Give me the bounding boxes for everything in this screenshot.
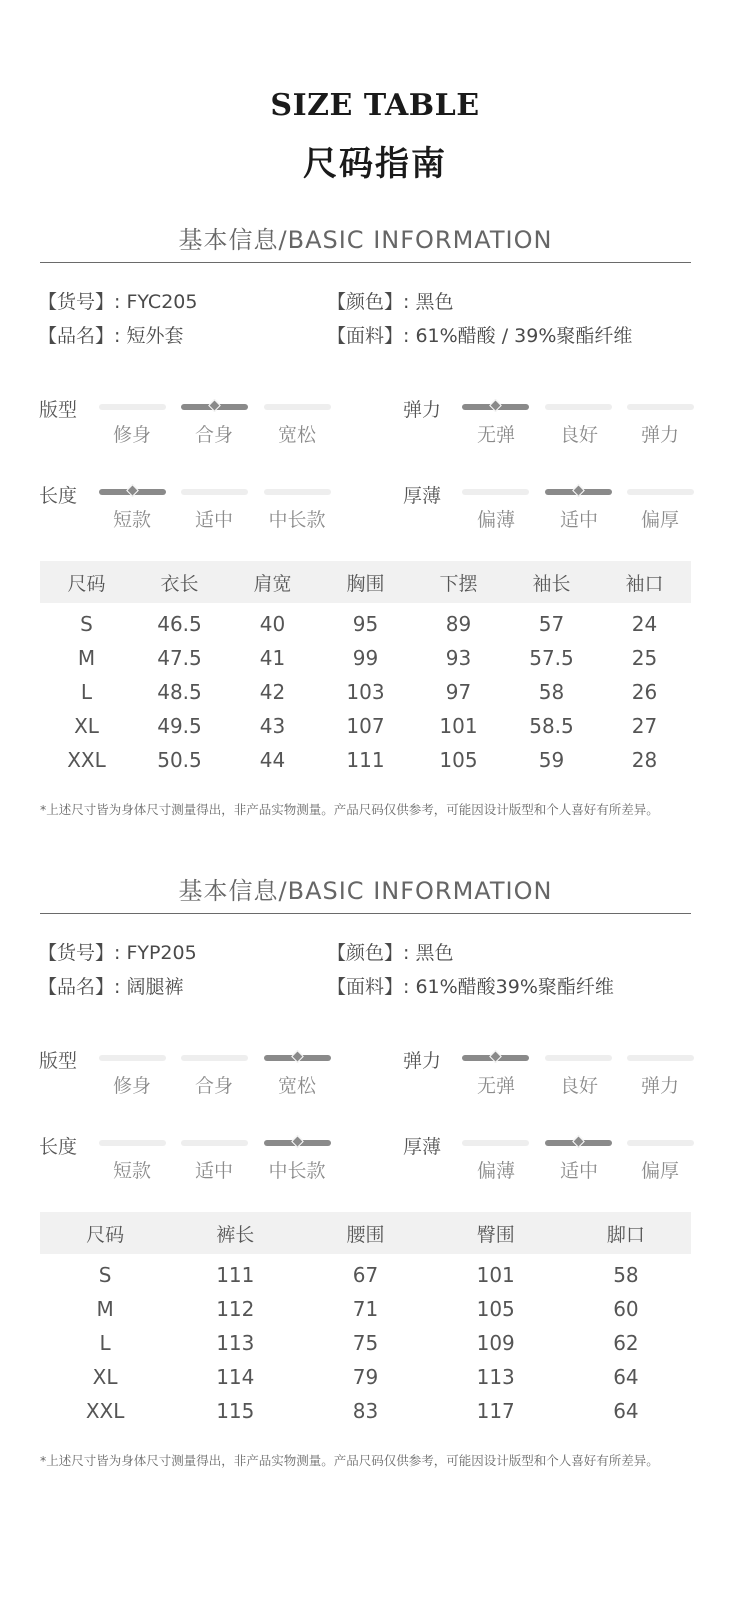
section-title: 基本信息/BASIC INFORMATION xyxy=(178,877,553,905)
scale-pill-3 xyxy=(627,1140,694,1146)
scale-option: 短款 xyxy=(112,1160,151,1182)
scale-option: 适中 xyxy=(194,509,233,531)
column-header: 袖口 xyxy=(625,572,664,595)
table-cell: 83 xyxy=(352,1399,379,1423)
table-cell: 58 xyxy=(613,1263,639,1287)
table-cell: 57 xyxy=(538,612,565,636)
table-row xyxy=(40,675,691,709)
table-cell: 26 xyxy=(631,680,658,704)
item-fabric: 【面料】: 61%醋酸 / 39%聚酯纤维 xyxy=(327,325,633,347)
table-header xyxy=(40,561,691,603)
table-cell: 93 xyxy=(445,646,472,670)
scale-label: 厚薄 xyxy=(403,485,442,507)
scale-option: 合身 xyxy=(194,1075,233,1097)
column-header: 下摆 xyxy=(439,572,478,595)
table-body xyxy=(40,1258,691,1428)
table-cell: 42 xyxy=(259,680,286,704)
scale-pill-1-selected xyxy=(462,1055,529,1061)
size-disclaimer: *上述尺寸皆为身体尺寸测量得出，非产品实物测量。产品尺码仅供参考，可能因设计版型和个人喜好有所差异。 xyxy=(40,1453,659,1468)
scale-option: 修身 xyxy=(112,424,151,446)
table-cell: L xyxy=(80,680,93,704)
scale-pill-3-selected xyxy=(264,1055,331,1061)
scale-label: 弹力 xyxy=(403,399,442,421)
table-cell: 95 xyxy=(352,612,379,636)
scale-pill-3 xyxy=(264,404,331,410)
table-cell: 105 xyxy=(476,1297,515,1321)
size-table xyxy=(40,561,691,777)
item-color: 【颜色】: 黑色 xyxy=(327,942,454,964)
table-cell: 58 xyxy=(538,680,565,704)
table-cell: 97 xyxy=(445,680,472,704)
table-row xyxy=(40,607,691,641)
table-cell: 64 xyxy=(613,1399,639,1423)
scale-pill-3 xyxy=(627,1055,694,1061)
scale-option: 偏薄 xyxy=(476,509,515,531)
table-cell: 109 xyxy=(476,1331,515,1355)
table-cell: 48.5 xyxy=(157,680,202,704)
table-row xyxy=(40,1292,691,1326)
table-cell: 71 xyxy=(352,1297,379,1321)
page-title-en: SIZE TABLE xyxy=(270,88,480,123)
scale-pill-2 xyxy=(545,404,612,410)
table-cell: 62 xyxy=(613,1331,639,1355)
scale-label: 弹力 xyxy=(403,1050,442,1072)
scale-pill-2-selected xyxy=(545,489,612,495)
scale-option: 良好 xyxy=(559,1075,598,1097)
scale-pill-2 xyxy=(181,1140,248,1146)
section-divider xyxy=(40,262,691,263)
table-cell: S xyxy=(80,612,93,636)
scale-pill-1 xyxy=(99,1140,166,1146)
table-cell: XL xyxy=(74,714,99,738)
scale-pill-1-selected xyxy=(99,489,166,495)
table-cell: 115 xyxy=(216,1399,255,1423)
scale-label: 长度 xyxy=(39,1136,78,1158)
scale-option: 无弹 xyxy=(476,424,515,446)
table-cell: 101 xyxy=(476,1263,515,1287)
scale-pill-1 xyxy=(462,489,529,495)
scale-option: 宽松 xyxy=(277,424,316,446)
column-header: 尺码 xyxy=(67,572,106,595)
scale-pill-2-selected xyxy=(545,1140,612,1146)
section-divider xyxy=(40,913,691,914)
table-cell: 75 xyxy=(352,1331,379,1355)
table-cell: 105 xyxy=(439,748,478,772)
scale-option: 良好 xyxy=(559,424,598,446)
scale-label: 长度 xyxy=(39,485,78,507)
size-table xyxy=(40,1212,691,1428)
table-cell: 107 xyxy=(346,714,385,738)
table-cell: 113 xyxy=(476,1365,515,1389)
table-body xyxy=(40,607,691,777)
scale-pill-1-selected xyxy=(462,404,529,410)
scale-pill-2 xyxy=(545,1055,612,1061)
table-cell: 46.5 xyxy=(157,612,202,636)
column-header: 胸围 xyxy=(346,572,385,595)
column-header: 脚口 xyxy=(606,1223,645,1246)
table-cell: 113 xyxy=(216,1331,255,1355)
table-cell: 64 xyxy=(613,1365,639,1389)
table-row xyxy=(40,641,691,675)
table-header xyxy=(40,1212,691,1254)
table-cell: 89 xyxy=(445,612,472,636)
scale-pill-1 xyxy=(462,1140,529,1146)
column-header: 臀围 xyxy=(476,1223,515,1246)
scale-pill-1 xyxy=(99,404,166,410)
scale-pill-3 xyxy=(264,489,331,495)
item-fabric: 【面料】: 61%醋酸39%聚酯纤维 xyxy=(327,976,614,998)
scale-option: 短款 xyxy=(112,509,151,531)
scale-label: 版型 xyxy=(39,399,78,421)
scale-option: 中长款 xyxy=(268,509,326,531)
scale-option: 适中 xyxy=(559,1160,598,1182)
table-cell: XL xyxy=(92,1365,118,1389)
table-cell: 60 xyxy=(613,1297,639,1321)
table-cell: 50.5 xyxy=(157,748,202,772)
table-cell: 79 xyxy=(352,1365,379,1389)
table-cell: 67 xyxy=(352,1263,379,1287)
table-cell: 103 xyxy=(346,680,385,704)
table-cell: 40 xyxy=(259,612,286,636)
table-cell: 101 xyxy=(439,714,478,738)
table-cell: 47.5 xyxy=(157,646,202,670)
table-cell: 28 xyxy=(631,748,658,772)
scale-option: 适中 xyxy=(194,1160,233,1182)
table-cell: 25 xyxy=(631,646,658,670)
table-cell: M xyxy=(77,646,96,670)
scale-pill-2 xyxy=(181,1055,248,1061)
table-cell: XXL xyxy=(67,748,106,772)
column-header: 衣长 xyxy=(160,572,199,595)
table-cell: 43 xyxy=(259,714,286,738)
column-header: 腰围 xyxy=(346,1223,385,1246)
size-section-jacket xyxy=(0,220,750,860)
table-cell: 111 xyxy=(216,1263,255,1287)
column-header: 尺码 xyxy=(86,1223,125,1246)
table-row xyxy=(40,1326,691,1360)
scale-option: 中长款 xyxy=(268,1160,326,1182)
section-title: 基本信息/BASIC INFORMATION xyxy=(178,226,553,254)
scale-option: 合身 xyxy=(194,424,233,446)
scale-option: 弹力 xyxy=(640,1075,679,1097)
scale-option: 偏厚 xyxy=(640,509,679,531)
scale-label: 厚薄 xyxy=(403,1136,442,1158)
table-cell: 27 xyxy=(631,714,658,738)
scale-pill-3-selected xyxy=(264,1140,331,1146)
table-cell: 49.5 xyxy=(157,714,202,738)
item-name: 【品名】: 阔腿裤 xyxy=(38,976,184,998)
scale-option: 弹力 xyxy=(640,424,679,446)
scale-option: 修身 xyxy=(112,1075,151,1097)
item-color: 【颜色】: 黑色 xyxy=(327,291,454,313)
table-cell: L xyxy=(99,1331,111,1355)
table-cell: 117 xyxy=(476,1399,515,1423)
table-cell: 59 xyxy=(538,748,565,772)
table-cell: S xyxy=(98,1263,112,1287)
scale-pill-2 xyxy=(181,489,248,495)
table-cell: 99 xyxy=(352,646,379,670)
table-row xyxy=(40,1360,691,1394)
scale-option: 适中 xyxy=(559,509,598,531)
table-cell: 57.5 xyxy=(529,646,574,670)
scale-pill-2-selected xyxy=(181,404,248,410)
table-cell: 112 xyxy=(216,1297,255,1321)
table-cell: 24 xyxy=(631,612,658,636)
column-header: 裤长 xyxy=(216,1223,255,1246)
table-row xyxy=(40,743,691,777)
scale-pill-1 xyxy=(99,1055,166,1061)
column-header: 肩宽 xyxy=(253,572,292,595)
table-row xyxy=(40,1258,691,1292)
item-name: 【品名】: 短外套 xyxy=(38,325,184,347)
size-section-pants xyxy=(0,871,750,1511)
scale-label: 版型 xyxy=(39,1050,78,1072)
scale-pill-3 xyxy=(627,489,694,495)
page-title-cn: 尺码指南 xyxy=(303,144,447,184)
scale-pill-3 xyxy=(627,404,694,410)
table-cell: M xyxy=(96,1297,114,1321)
scale-option: 无弹 xyxy=(476,1075,515,1097)
table-cell: 111 xyxy=(346,748,385,772)
table-cell: 58.5 xyxy=(529,714,574,738)
item-number: 【货号】: FYC205 xyxy=(38,291,198,313)
table-cell: 41 xyxy=(259,646,286,670)
scale-option: 宽松 xyxy=(277,1075,316,1097)
table-cell: XXL xyxy=(85,1399,125,1423)
scale-option: 偏薄 xyxy=(476,1160,515,1182)
table-row xyxy=(40,709,691,743)
table-cell: 44 xyxy=(259,748,286,772)
scale-option: 偏厚 xyxy=(640,1160,679,1182)
item-number: 【货号】: FYP205 xyxy=(38,942,197,964)
table-cell: 114 xyxy=(216,1365,255,1389)
size-disclaimer: *上述尺寸皆为身体尺寸测量得出，非产品实物测量。产品尺码仅供参考，可能因设计版型和个人喜好有所差异。 xyxy=(40,802,659,817)
table-row xyxy=(40,1394,691,1428)
column-header: 袖长 xyxy=(532,572,571,595)
